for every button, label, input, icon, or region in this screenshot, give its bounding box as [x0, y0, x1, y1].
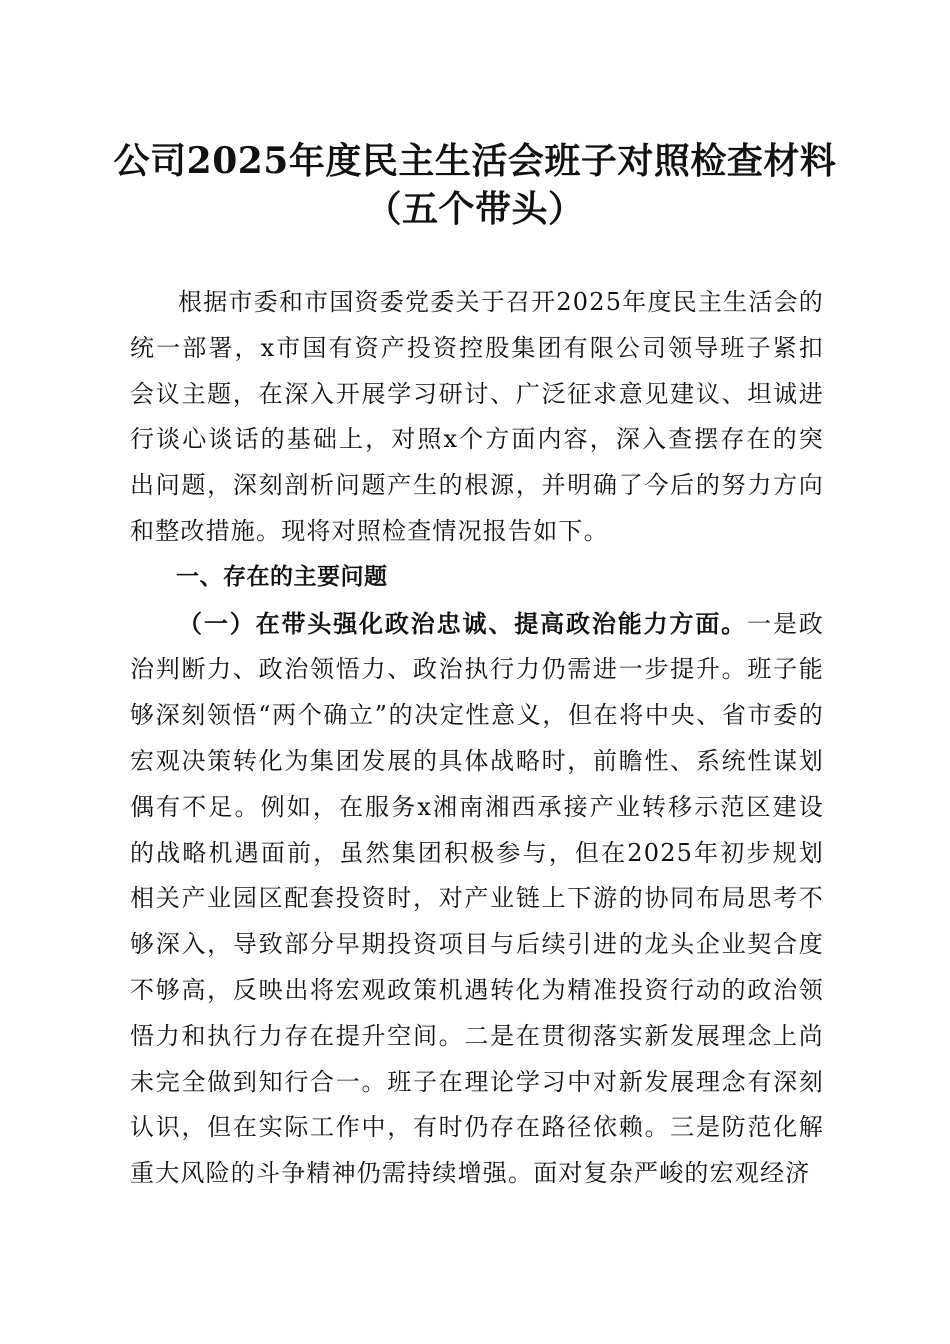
subsection-body-1: 一是政治判断力、政治领悟力、政治执行力仍需进一步提升。班子能够深刻领悟“两个确立”的决定性意义，但在将中央、省市委的宏观决策转化为集团发展的具体战略时，前瞻性、系统性谋划偶有不足。例如，在服务x湘南湘西承接产业转移示范区建设的战略机遇面前，虽然集团积极参与，但在2025年初步规划相关产业园区配套投资时，对产业链上下游的协同布局思考不够深入，导致部分早期投资项目与后续引进的龙头企业契合度不够高，反映出将宏观政策机遇转化为精准投资行动的政治领悟力和执行力存在提升空间。二是在贯彻落实新发展理念上尚未完全做到知行合一。班子在理论学习中对新发展理念有深刻认识，但在实际工作中，有时仍存在路径依赖。三是防范化解重大风险的斗争精神仍需持续增强。面对复杂严峻的宏观经济 [130, 609, 824, 1188]
document-body [130, 280, 824, 1197]
title-line-1: 公司2025年度民主生活会班子对照检查材料 [113, 140, 837, 182]
intro-paragraph: 根据市委和市国资委党委关于召开2025年度民主生活会的统一部署，x市国有资产投资控股集团有限公司领导班子紧扣会议主题，在深入开展学习研讨、广泛征求意见建议、坦诚进行谈心谈话的基础上，对照x个方面内容，深入查摆存在的突出问题，深刻剖析问题产生的根源，并明确了今后的努力方向和整改措施。现将对照检查情况报告如下。 [130, 288, 824, 545]
subsection-heading-1: （一）在带头强化政治忠诚、提高政治能力方面。 [178, 608, 748, 638]
section-heading-1: 一、存在的主要问题 [176, 563, 388, 590]
subsection-paragraph-1 [130, 601, 824, 1197]
document-title [0, 137, 950, 233]
title-line-2: （五个带头） [365, 188, 585, 230]
